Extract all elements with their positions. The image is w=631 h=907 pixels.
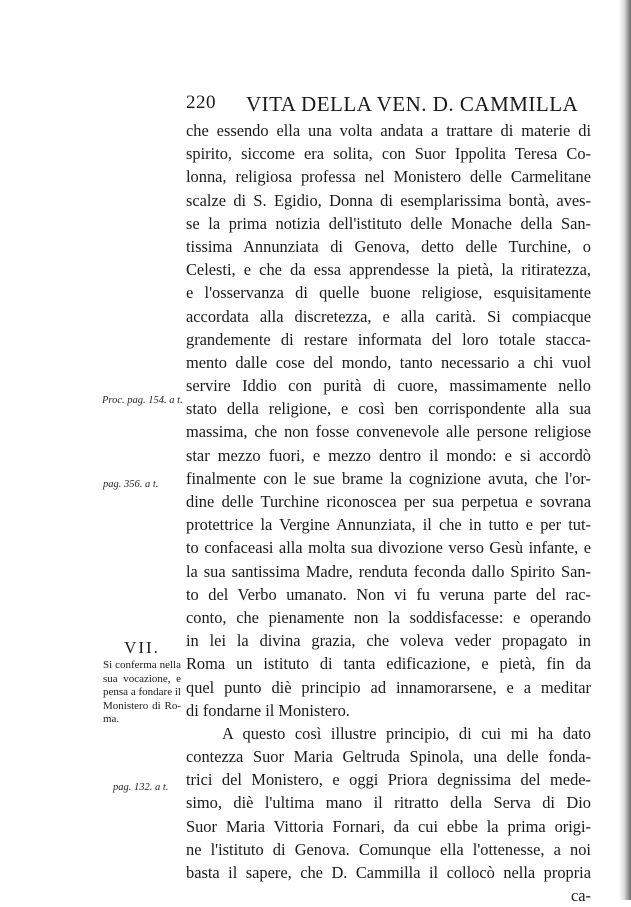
chapter-marker [103, 637, 181, 727]
binding-shadow [619, 0, 631, 900]
text-line: accordata alla discretezza, e alla carità. Si compiacque [186, 306, 591, 326]
catchword: ca- [570, 886, 591, 906]
chapter-number: VII. [124, 638, 160, 657]
text-line: A questo così illustre principio, di cui mi ha dato [222, 723, 591, 743]
text-line: to del Verbo umanato. Non vi fu veruna parte del rac- [186, 584, 591, 604]
text-line: grandemente di restare informata del loro totale staccа- [186, 329, 591, 349]
page-number: 220 [186, 92, 216, 113]
running-title: VITA DELLA VEN. D. CAMMILLA [246, 92, 579, 116]
body-text [186, 119, 591, 907]
text-line: di fondarne il Monistero. [186, 700, 350, 720]
margin-note-pag-132: pag. 132. a t. [113, 782, 169, 793]
summary-line: pensa a fondare il [103, 686, 181, 698]
text-line: lonna, religiosa professa nel Monistero delle Carmelitane [186, 167, 591, 187]
summary-line: Monistero di Ro- [103, 699, 181, 712]
text-line: Roma un istituto di tanta edificazione, e pietà, fin da [186, 654, 591, 674]
text-line: la sua santissima Madre, renduta feconda dallo Spirito San- [186, 561, 591, 581]
text-line: se la prima notizia dell'istituto delle Monache della San- [186, 213, 591, 233]
margin-note-proc: Proc. pag. 154. a t. [102, 395, 183, 406]
text-line: finalmente con le sue brame la cognizione avuta, che l'or- [186, 468, 591, 488]
text-line: to confaceasi alla molta sua divozione verso Gesù infante, e [186, 538, 591, 558]
summary-line: ma. [103, 713, 120, 725]
text-line: in lei la divina grazia, che voleva veder propagato in [186, 631, 591, 651]
text-line: conto, che pienamente non la soddisfacesse: e operando [186, 607, 591, 627]
text-line: tissima Annunziata di Genova, detto delle Turchine, o [186, 236, 591, 256]
text-line: Celesti, e che da essa apprendesse la pietà, la ritiratezza, [186, 260, 591, 280]
text-line: scalze di S. Egidio, Donna di esemplarissima bontà, aves- [186, 190, 591, 210]
summary-line: sua vocazione, e [103, 672, 181, 685]
text-line: star mezzo fuori, e mezzo dentro il mondo: e si accordò [186, 445, 591, 465]
text-line: e l'osservanza di quelle buone religiose, esquisitamente [186, 283, 591, 303]
text-line: massima, che non fosse convenevole alle persone religiose [186, 422, 591, 442]
chapter-summary [103, 659, 181, 727]
text-line: servire Iddio con purità di cuore, massimamente nello [186, 376, 591, 396]
text-line: basta il sapere, che D. Cammilla il collocò nella propria [186, 863, 591, 882]
page-header [186, 92, 591, 118]
text-line: protettrice la Vergine Annunziata, il che in tutto e per tut- [186, 515, 591, 535]
text-line: mento dalle cose del mondo, tanto necessario a chi vuol [186, 352, 591, 372]
text-line: contezza Suor Maria Geltruda Spinola, una delle fonda- [186, 747, 591, 767]
text-line: spirito, siccome era solita, con Suor Ippolita Teresa Co- [186, 144, 591, 164]
text-line: quel punto diè principio ad innamorarsene, e a meditar [186, 677, 591, 697]
summary-line: Si conferma nella [103, 659, 181, 671]
margin-note-pag-356: pag. 356. a t. [103, 479, 159, 490]
text-line: trici del Monistero, e oggi Priora degnissima del mede- [186, 770, 591, 790]
text-line: ne l'istituto di Genova. Comunque ella l'ottenesse, a noi [186, 839, 591, 859]
text-line: Suor Maria Vittoria Fornari, da cui ebbe la prima origi- [186, 816, 591, 836]
text-line: che essendo ella una volta andata a trattare di materie di [186, 121, 591, 140]
text-line: stato della religione, e così ben corrispondente alla sua [186, 399, 591, 419]
text-line: simo, diè l'ultima mano il ritratto della Serva di Dio [186, 793, 591, 813]
text-line: dine delle Turchine riconoscea per sua perpetua e sovrana [186, 492, 591, 511]
